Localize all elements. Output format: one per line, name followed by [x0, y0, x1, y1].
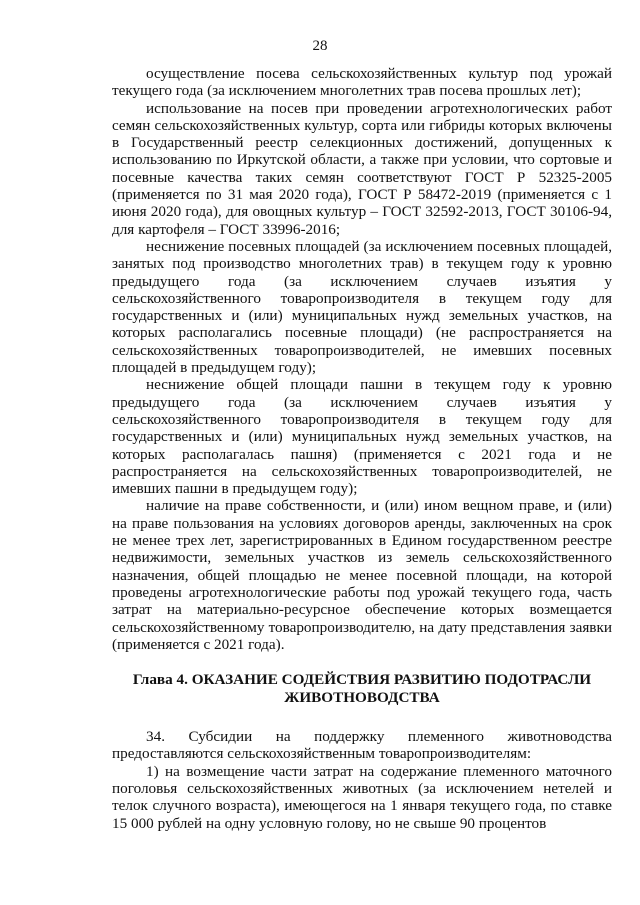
paragraph-sowing: осуществление посева сельскохозяйственных культур под урожай текущего года (за исключением многолетних трав посева прошлых лет);	[112, 65, 612, 100]
paragraph-seeds: использование на посев при проведении агротехнологических работ семян сельскохозяйственных культур, сорта или гибриды которых включены в Государственный реестр селекционных достижений, допущенных к использованию по Иркутской области, а также при условии, что сортовые и посевные качества таких семян соответствуют ГОСТ Р 52325-2005 (применяется по 31 мая 2020 года), ГОСТ Р 58472-2019 (применяется с 1 июня 2020 года), для овощных культур – ГОСТ 32592-2013, ГОСТ 30106-94, для картофеля – ГОСТ 33996-2016;	[112, 99, 612, 238]
chapter-heading-line-2: ЖИВОТНОВОДСТВА	[284, 689, 440, 707]
chapter-heading	[112, 671, 612, 707]
paragraph-sown-area: неснижение посевных площадей (за исключением посевных площадей, занятых под производство многолетних трав) в текущем году к уровню предыдущего года (за исключением случаев изъятия у сельскохозяйственного товаропроизводителя в текущем году для государственных и (или) муниципальных нужд земельных участков, на которых располагались посевные площади) (не распространяется на сельскохозяйственных товаропроизводителей, не имевших посевных площадей в предыдущем году);	[112, 237, 612, 377]
chapter-heading-line-1: Глава 4. ОКАЗАНИЕ СОДЕЙСТВИЯ РАЗВИТИЮ ПОДОТРАСЛИ	[132, 671, 592, 689]
document-body	[112, 65, 612, 832]
paragraph-item-1: 1) на возмещение части затрат на содержание племенного маточного поголовья сельскохозяйственных животных (за исключением нетелей и телок случного возраста), имеющегося на 1 января текущего года, по ставке 15 000 рублей на одну условную голову, но не свыше 90 процентов	[112, 762, 612, 832]
paragraph-subsidies: 34. Субсидии на поддержку племенного животноводства предоставляются сельскохозяйственным товаропроизводителям:	[112, 728, 612, 763]
page-number: 28	[312, 38, 328, 54]
paragraph-arable-land: неснижение общей площади пашни в текущем году к уровню предыдущего года (за исключением случаев изъятия у сельскохозяйственного товаропроизводителя в текущем году для государственных и (или) муниципальных нужд земельных участков, на которых располагалась пашня) (применяется с 2021 года и не распространяется на сельскохозяйственных товаропроизводителей, не имевших пашни в предыдущем году);	[112, 376, 612, 498]
paragraph-land-rights: наличие на праве собственности, и (или) ином вещном праве, и (или) на праве пользования на условиях договоров аренды, заключенных на срок не менее трех лет, зарегистрированных в Едином государственном реестре недвижимости, земельных участков из земель сельскохозяйственного назначения, общей площадью не менее посевной площади, на которой проведены агротехнологические работы под урожай текущего года, часть затрат на материально-ресурсное обеспечение которых возмещается сельскохозяйственному товаропроизводителю, на дату представления заявки (применяется с 2021 года).	[112, 497, 612, 653]
